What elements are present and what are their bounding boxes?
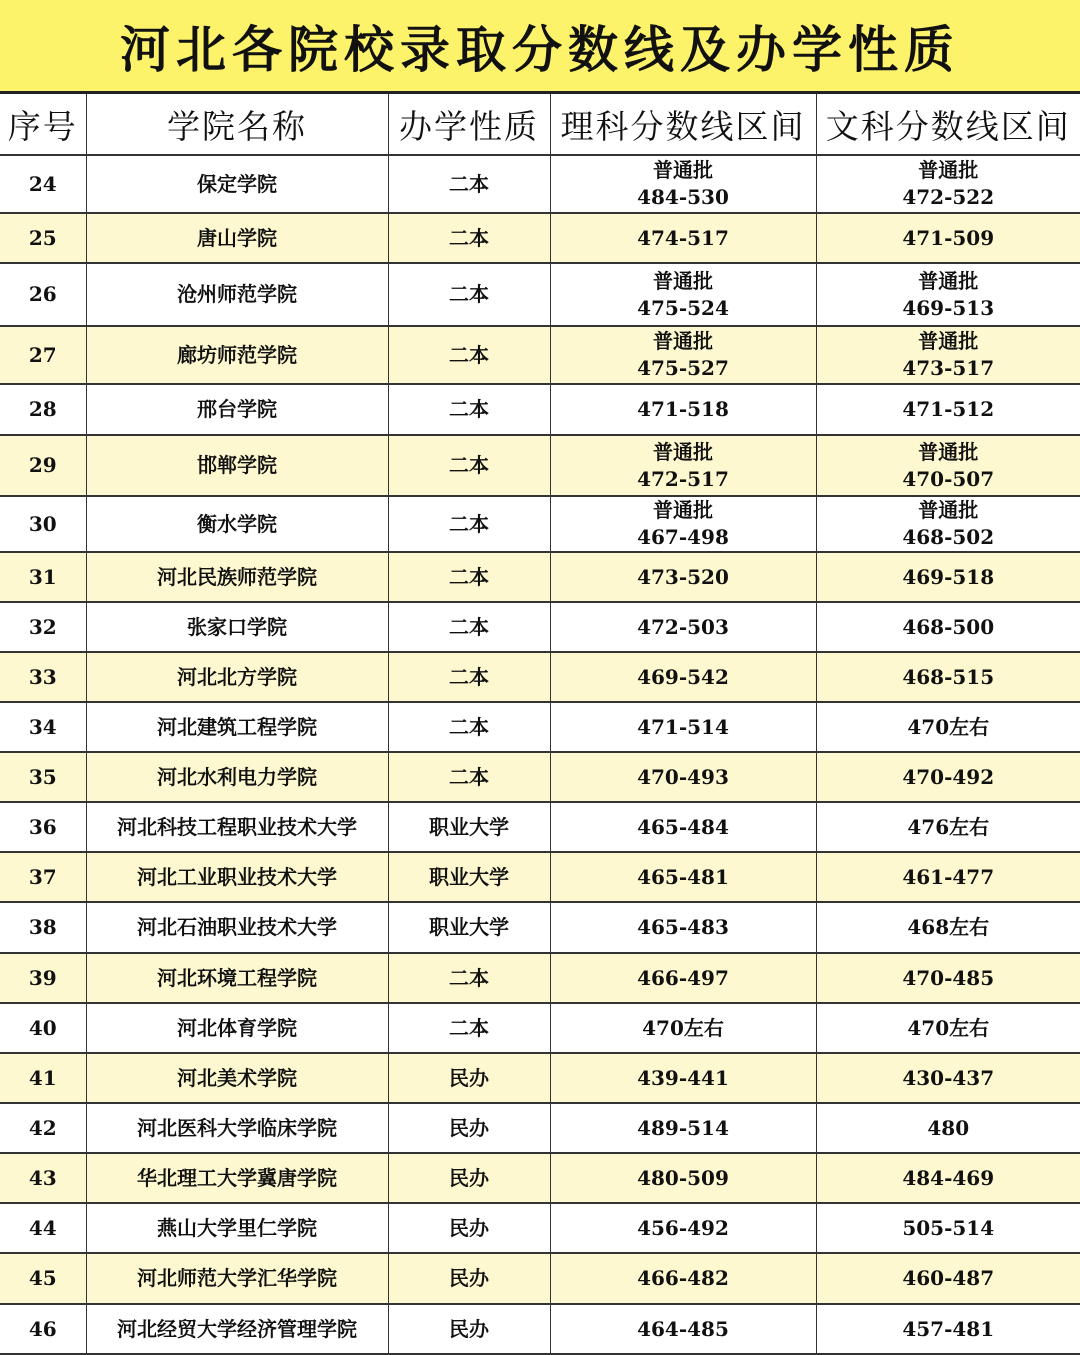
- score-range: 470左右: [817, 1015, 1080, 1042]
- title-bar: [0, 0, 1080, 94]
- score-range: 465-484: [551, 814, 816, 841]
- score-range: 430-437: [817, 1065, 1080, 1092]
- cell-arts: [816, 155, 1080, 213]
- cell-no: 38: [0, 902, 86, 953]
- cell-no: 36: [0, 802, 86, 852]
- score-range: 468-500: [817, 614, 1080, 641]
- score-range: 471-514: [551, 714, 816, 741]
- cell-type: 民办: [388, 1153, 550, 1203]
- score-range: 467-498: [551, 524, 816, 551]
- cell-no: 45: [0, 1253, 86, 1304]
- header-row: [0, 94, 1080, 155]
- score-range: 470-485: [817, 965, 1080, 992]
- cell-type: 二本: [388, 213, 550, 263]
- score-range: 471-518: [551, 396, 816, 423]
- cell-science: [550, 852, 816, 902]
- score-range: 480: [817, 1115, 1080, 1142]
- score-range: 457-481: [817, 1316, 1080, 1343]
- cell-science: [550, 1053, 816, 1103]
- table-row: [0, 326, 1080, 384]
- cell-name: 唐山学院: [86, 213, 388, 263]
- cell-no: 39: [0, 953, 86, 1003]
- cell-no: 26: [0, 263, 86, 326]
- cell-name: 河北体育学院: [86, 1003, 388, 1053]
- cell-name: 张家口学院: [86, 602, 388, 652]
- cell-type: 民办: [388, 1103, 550, 1153]
- cell-no: 41: [0, 1053, 86, 1103]
- table-row: [0, 702, 1080, 752]
- cell-name: 河北北方学院: [86, 652, 388, 702]
- cell-no: 43: [0, 1153, 86, 1203]
- cell-name: 沧州师范学院: [86, 263, 388, 326]
- cell-type: 民办: [388, 1304, 550, 1354]
- cell-arts: [816, 1304, 1080, 1354]
- cell-arts: [816, 435, 1080, 496]
- table-row: [0, 852, 1080, 902]
- score-range: 439-441: [551, 1065, 816, 1092]
- table-row: [0, 1053, 1080, 1103]
- score-range: 466-482: [551, 1265, 816, 1292]
- batch-label: 普通批: [817, 439, 1080, 466]
- table-row: [0, 902, 1080, 953]
- cell-name: 河北石油职业技术大学: [86, 902, 388, 953]
- score-range: 468-515: [817, 664, 1080, 691]
- cell-no: 29: [0, 435, 86, 496]
- cell-science: [550, 384, 816, 435]
- score-range: 468左右: [817, 914, 1080, 941]
- cell-science: [550, 702, 816, 752]
- cell-name: 河北民族师范学院: [86, 552, 388, 602]
- table-row: [0, 1203, 1080, 1253]
- cell-arts: [816, 852, 1080, 902]
- batch-label: 普通批: [817, 268, 1080, 295]
- score-range: 474-517: [551, 225, 816, 252]
- cell-science: [550, 155, 816, 213]
- cell-arts: [816, 602, 1080, 652]
- page-title: 河北各院校录取分数线及办学性质: [120, 10, 960, 82]
- cell-type: 二本: [388, 155, 550, 213]
- score-range: 471-509: [817, 225, 1080, 252]
- header-arts: 文科分数线区间: [816, 94, 1080, 155]
- cell-arts: [816, 902, 1080, 953]
- cell-science: [550, 1253, 816, 1304]
- cell-science: [550, 326, 816, 384]
- cell-type: 二本: [388, 652, 550, 702]
- cell-name: 衡水学院: [86, 496, 388, 552]
- table-row: [0, 1253, 1080, 1304]
- cell-name: 燕山大学里仁学院: [86, 1203, 388, 1253]
- score-range: 473-517: [817, 355, 1080, 382]
- cell-name: 河北建筑工程学院: [86, 702, 388, 752]
- score-range: 461-477: [817, 864, 1080, 891]
- cell-science: [550, 802, 816, 852]
- score-range: 472-522: [817, 184, 1080, 211]
- cell-arts: [816, 326, 1080, 384]
- table-row: [0, 496, 1080, 552]
- cell-name: 河北工业职业技术大学: [86, 852, 388, 902]
- cell-name: 河北水利电力学院: [86, 752, 388, 802]
- score-range: 505-514: [817, 1215, 1080, 1242]
- cell-type: 二本: [388, 602, 550, 652]
- score-range: 465-483: [551, 914, 816, 941]
- cell-name: 河北科技工程职业技术大学: [86, 802, 388, 852]
- score-range: 465-481: [551, 864, 816, 891]
- table-row: [0, 1304, 1080, 1354]
- cell-no: 37: [0, 852, 86, 902]
- score-range: 466-497: [551, 965, 816, 992]
- score-range: 470-493: [551, 764, 816, 791]
- score-range: 480-509: [551, 1165, 816, 1192]
- batch-label: 普通批: [551, 268, 816, 295]
- cell-type: 二本: [388, 326, 550, 384]
- cell-type: 二本: [388, 552, 550, 602]
- table-row: [0, 384, 1080, 435]
- score-range: 460-487: [817, 1265, 1080, 1292]
- cell-arts: [816, 1153, 1080, 1203]
- cell-arts: [816, 263, 1080, 326]
- score-range: 489-514: [551, 1115, 816, 1142]
- score-range: 473-520: [551, 564, 816, 591]
- cell-name: 河北师范大学汇华学院: [86, 1253, 388, 1304]
- batch-label: 普通批: [817, 497, 1080, 524]
- cell-type: 二本: [388, 263, 550, 326]
- score-range: 468-502: [817, 524, 1080, 551]
- cell-science: [550, 652, 816, 702]
- score-range: 472-503: [551, 614, 816, 641]
- cell-name: 邯郸学院: [86, 435, 388, 496]
- score-range: 469-513: [817, 295, 1080, 322]
- cell-science: [550, 496, 816, 552]
- cell-type: 二本: [388, 953, 550, 1003]
- score-range: 476左右: [817, 814, 1080, 841]
- header-name: 学院名称: [86, 94, 388, 155]
- score-range: 469-518: [817, 564, 1080, 591]
- cell-arts: [816, 1003, 1080, 1053]
- cell-science: [550, 902, 816, 953]
- batch-label: 普通批: [551, 439, 816, 466]
- cell-arts: [816, 1103, 1080, 1153]
- score-range: 471-512: [817, 396, 1080, 423]
- score-range: 470-507: [817, 466, 1080, 493]
- score-range: 470-492: [817, 764, 1080, 791]
- cell-no: 34: [0, 702, 86, 752]
- cell-arts: [816, 802, 1080, 852]
- cell-arts: [816, 384, 1080, 435]
- table-row: [0, 602, 1080, 652]
- table-row: [0, 552, 1080, 602]
- cell-science: [550, 1153, 816, 1203]
- batch-label: 普通批: [551, 157, 816, 184]
- cell-no: 25: [0, 213, 86, 263]
- cell-type: 民办: [388, 1253, 550, 1304]
- cell-science: [550, 213, 816, 263]
- cell-type: 二本: [388, 1003, 550, 1053]
- cell-name: 河北美术学院: [86, 1053, 388, 1103]
- cell-arts: [816, 213, 1080, 263]
- cell-no: 44: [0, 1203, 86, 1253]
- cell-arts: [816, 752, 1080, 802]
- score-range: 475-527: [551, 355, 816, 382]
- cell-science: [550, 1203, 816, 1253]
- cell-no: 46: [0, 1304, 86, 1354]
- cell-arts: [816, 1203, 1080, 1253]
- header-no: 序号: [0, 94, 86, 155]
- cell-no: 33: [0, 652, 86, 702]
- cell-arts: [816, 1253, 1080, 1304]
- cell-type: 职业大学: [388, 902, 550, 953]
- cell-name: 廊坊师范学院: [86, 326, 388, 384]
- header-type: 办学性质: [388, 94, 550, 155]
- cell-no: 24: [0, 155, 86, 213]
- score-table: [0, 94, 1080, 1355]
- cell-no: 40: [0, 1003, 86, 1053]
- cell-science: [550, 1103, 816, 1153]
- table-row: [0, 263, 1080, 326]
- cell-no: 35: [0, 752, 86, 802]
- cell-name: 保定学院: [86, 155, 388, 213]
- table-row: [0, 953, 1080, 1003]
- cell-no: 42: [0, 1103, 86, 1153]
- cell-arts: [816, 552, 1080, 602]
- batch-label: 普通批: [817, 328, 1080, 355]
- cell-no: 31: [0, 552, 86, 602]
- cell-no: 30: [0, 496, 86, 552]
- table-row: [0, 802, 1080, 852]
- cell-science: [550, 752, 816, 802]
- cell-name: 邢台学院: [86, 384, 388, 435]
- cell-name: 河北环境工程学院: [86, 953, 388, 1003]
- cell-no: 32: [0, 602, 86, 652]
- cell-science: [550, 552, 816, 602]
- batch-label: 普通批: [551, 497, 816, 524]
- cell-type: 民办: [388, 1203, 550, 1253]
- cell-type: 二本: [388, 702, 550, 752]
- cell-type: 职业大学: [388, 852, 550, 902]
- table-row: [0, 1153, 1080, 1203]
- table-row: [0, 213, 1080, 263]
- cell-arts: [816, 702, 1080, 752]
- cell-type: 二本: [388, 384, 550, 435]
- header-science: 理科分数线区间: [550, 94, 816, 155]
- score-range: 484-469: [817, 1165, 1080, 1192]
- cell-type: 二本: [388, 496, 550, 552]
- cell-science: [550, 953, 816, 1003]
- score-range: 475-524: [551, 295, 816, 322]
- cell-science: [550, 602, 816, 652]
- cell-science: [550, 263, 816, 326]
- cell-type: 职业大学: [388, 802, 550, 852]
- score-range: 484-530: [551, 184, 816, 211]
- score-range: 472-517: [551, 466, 816, 493]
- table-row: [0, 652, 1080, 702]
- table-row: [0, 1103, 1080, 1153]
- table-row: [0, 1003, 1080, 1053]
- cell-type: 民办: [388, 1053, 550, 1103]
- table-row: [0, 435, 1080, 496]
- score-range: 470左右: [817, 714, 1080, 741]
- cell-type: 二本: [388, 752, 550, 802]
- batch-label: 普通批: [817, 157, 1080, 184]
- score-range: 456-492: [551, 1215, 816, 1242]
- cell-name: 河北经贸大学经济管理学院: [86, 1304, 388, 1354]
- cell-arts: [816, 1053, 1080, 1103]
- cell-arts: [816, 496, 1080, 552]
- table-row: [0, 155, 1080, 213]
- table-row: [0, 752, 1080, 802]
- cell-arts: [816, 652, 1080, 702]
- batch-label: 普通批: [551, 328, 816, 355]
- cell-no: 27: [0, 326, 86, 384]
- cell-science: [550, 1003, 816, 1053]
- cell-arts: [816, 953, 1080, 1003]
- score-range: 464-485: [551, 1316, 816, 1343]
- cell-name: 华北理工大学冀唐学院: [86, 1153, 388, 1203]
- cell-name: 河北医科大学临床学院: [86, 1103, 388, 1153]
- score-range: 469-542: [551, 664, 816, 691]
- cell-no: 28: [0, 384, 86, 435]
- cell-science: [550, 435, 816, 496]
- cell-type: 二本: [388, 435, 550, 496]
- score-range: 470左右: [551, 1015, 816, 1042]
- cell-science: [550, 1304, 816, 1354]
